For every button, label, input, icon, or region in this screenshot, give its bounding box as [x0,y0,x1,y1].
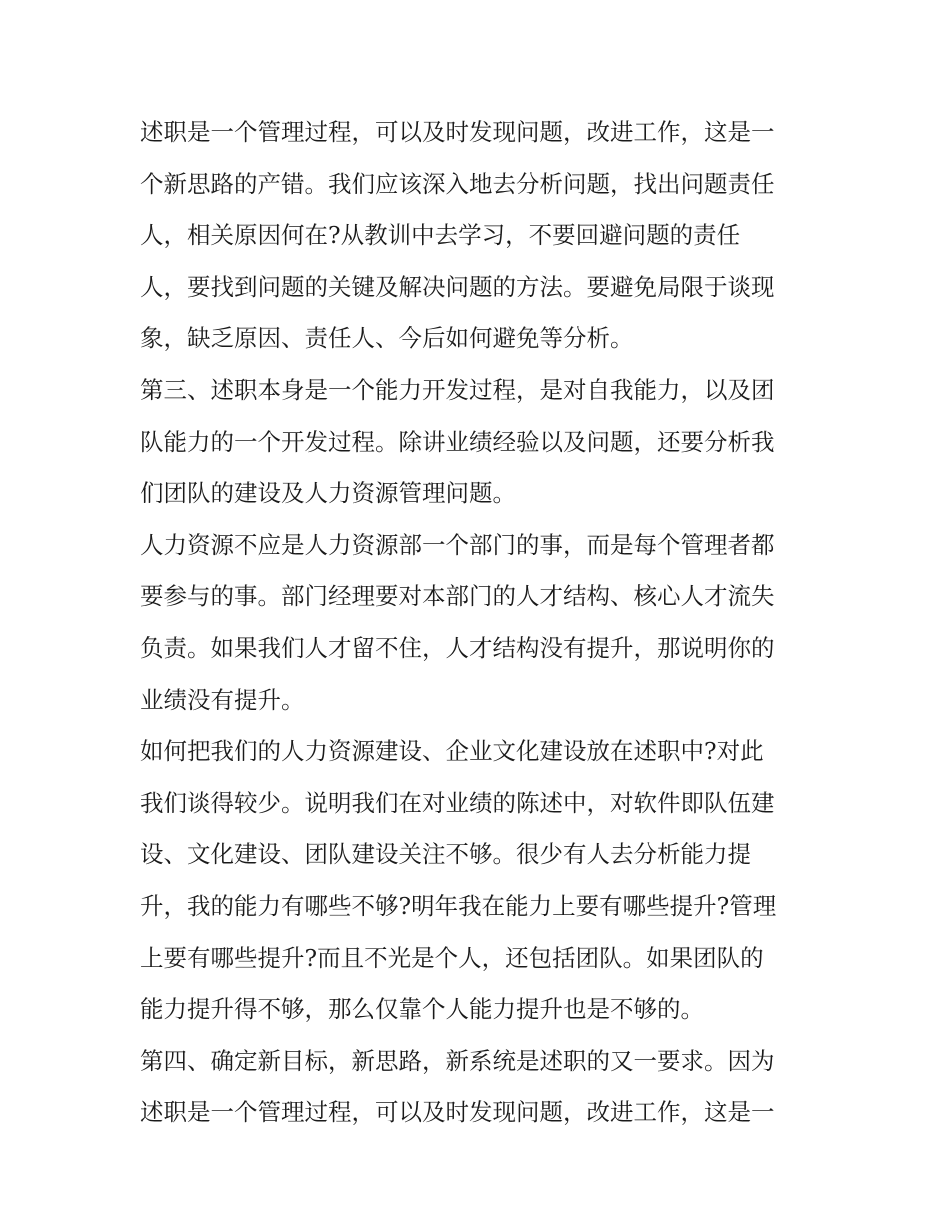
text-line: 们团队的建设及人力资源管理问题。 [140,479,516,508]
text-line: 人，要找到问题的关键及解决问题的方法。要避免局限于谈现 [140,272,775,301]
text-line: 述职是一个管理过程，可以及时发现问题，改进工作，这是一 [140,1098,775,1127]
text-line: 能力提升得不够，那么仅靠个人能力提升也是不够的。 [140,995,704,1024]
text-line: 设、文化建设、团队建设关注不够。很少有人去分析能力提 [140,840,751,869]
text-line: 述职是一个管理过程，可以及时发现问题，改进工作，这是一 [140,118,775,146]
text-line: 人，相关原因何在?从教训中去学习，不要回避问题的责任 [140,221,741,250]
document-body [140,107,820,1139]
text-line: 负责。如果我们人才留不住，人才结构没有提升，那说明你的 [140,633,775,662]
text-line: 人力资源不应是人力资源部一个部门的事，而是每个管理者都 [140,530,775,559]
text-line: 象，缺乏原因、责任人、今后如何避免等分析。 [140,324,634,353]
text-line: 业绩没有提升。 [140,685,305,714]
text-line: 上要有哪些提升?而且不光是个人，还包括团队。如果团队的 [140,943,764,972]
text-line: 个新思路的产错。我们应该深入地去分析问题，找出问题责任 [140,169,775,198]
text-line: 我们谈得较少。说明我们在对业绩的陈述中，对软件即队伍建 [140,788,775,817]
text-line: 升，我的能力有哪些不够?明年我在能力上要有哪些提升?管理 [140,891,777,920]
text-line: 队能力的一个开发过程。除讲业绩经验以及问题，还要分析我 [140,427,775,456]
text-line: 要参与的事。部门经理要对本部门的人才结构、核心人才流失 [140,582,775,611]
text-line: 第三、述职本身是一个能力开发过程，是对自我能力，以及团 [140,375,775,404]
text-line: 如何把我们的人力资源建设、企业文化建设放在述职中?对此 [140,737,764,766]
text-line: 第四、确定新目标，新思路，新系统是述职的又一要求。因为 [140,1046,775,1075]
